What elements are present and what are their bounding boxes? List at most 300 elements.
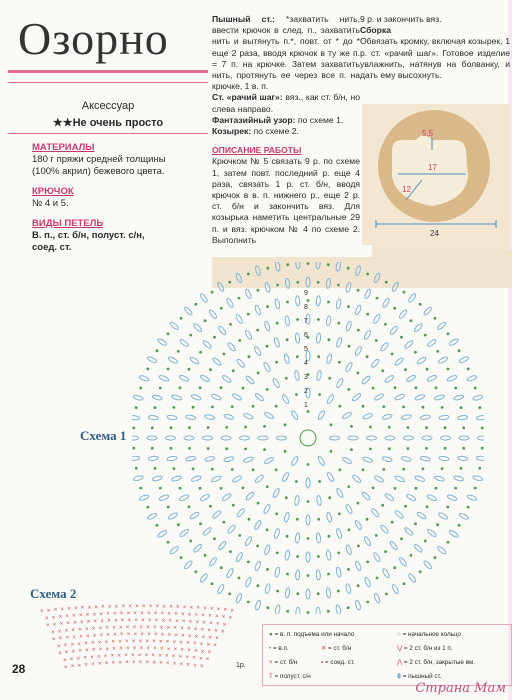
puff-stitch-symbol bbox=[159, 375, 170, 383]
sc-symbol: × bbox=[167, 611, 171, 618]
chain-dot-symbol bbox=[410, 554, 413, 557]
row-number: 7 bbox=[304, 318, 308, 325]
puff-stitch-symbol bbox=[294, 370, 300, 381]
chain-dot-symbol bbox=[180, 556, 183, 559]
puff-stitch-symbol bbox=[391, 282, 399, 293]
assembly-text: Обвязать кромку, включая козырек, 1 р. ст. «рачий шаг». Готовое изделие увлажнить, натянув на болванку, и дать ему высохнуть. bbox=[360, 36, 510, 81]
chain-dot-symbol bbox=[388, 426, 391, 429]
chain-dot-symbol bbox=[276, 552, 279, 555]
puff-stitch-symbol bbox=[169, 545, 179, 554]
chain-dot-symbol bbox=[426, 505, 429, 508]
sc-symbol: × bbox=[78, 627, 82, 634]
puff-stitch-symbol bbox=[281, 472, 289, 483]
puff-stitch-symbol bbox=[414, 394, 425, 401]
sc-symbol: × bbox=[71, 649, 76, 656]
sc-symbol: × bbox=[145, 639, 149, 645]
chain-dot-symbol bbox=[296, 281, 299, 284]
puff-stitch-symbol bbox=[326, 472, 334, 483]
puff-stitch-symbol bbox=[274, 567, 280, 578]
chain-dot-symbol bbox=[154, 467, 157, 470]
sc-symbol: × bbox=[98, 661, 102, 668]
chain-dot-symbol bbox=[266, 528, 269, 531]
sc-symbol: × bbox=[79, 613, 83, 620]
chain-dot-symbol bbox=[231, 468, 234, 471]
chain-dot-symbol bbox=[220, 566, 223, 569]
sc-symbol: × bbox=[128, 604, 132, 611]
chain-dot-symbol bbox=[156, 349, 159, 352]
puff-stitch-symbol bbox=[147, 512, 158, 520]
puff-stitch-symbol bbox=[449, 338, 460, 347]
chain-dot-symbol bbox=[366, 355, 369, 358]
puff-stitch-symbol bbox=[179, 528, 189, 537]
sc-symbol: × bbox=[207, 628, 211, 634]
puff-stitch-symbol bbox=[254, 474, 264, 483]
chain-dot-symbol bbox=[263, 448, 266, 451]
chain-dot-symbol bbox=[330, 450, 333, 453]
sc-symbol: × bbox=[119, 611, 124, 618]
chain-dot-symbol bbox=[194, 303, 197, 306]
puff-stitch-symbol bbox=[398, 309, 407, 319]
sc-symbol: × bbox=[178, 654, 183, 661]
sc-symbol: × bbox=[112, 646, 116, 653]
puff-stitch-symbol bbox=[166, 436, 176, 440]
puff-stitch-symbol bbox=[416, 356, 427, 365]
chain-dot-symbol bbox=[317, 555, 320, 558]
puff-stitch-symbol bbox=[254, 305, 261, 316]
puff-stitch-symbol bbox=[342, 411, 353, 419]
sc-symbol: × bbox=[80, 620, 84, 626]
puff-stitch-symbol bbox=[457, 415, 467, 420]
chain-dot-symbol bbox=[350, 425, 353, 428]
chain-dot-symbol bbox=[154, 406, 157, 409]
puff-stitch-symbol bbox=[152, 394, 163, 400]
puff-stitch-symbol bbox=[427, 494, 438, 502]
chain-dot-symbol bbox=[146, 506, 149, 509]
puff-stitch-symbol bbox=[336, 337, 343, 348]
legend-item: × = ст. б/н bbox=[269, 659, 298, 666]
chain-dot-symbol bbox=[220, 386, 223, 389]
sc-symbol: × bbox=[64, 628, 69, 635]
sc-symbol: × bbox=[137, 653, 142, 659]
sc-symbol: × bbox=[118, 639, 122, 646]
puff-stitch-symbol bbox=[459, 436, 469, 440]
chain-dot-symbol bbox=[173, 406, 176, 409]
row-number: 6 bbox=[304, 332, 308, 339]
sc-symbol: × bbox=[110, 653, 115, 660]
puff-stitch-symbol bbox=[382, 298, 390, 309]
stitches-section bbox=[32, 218, 202, 254]
sc-symbol: × bbox=[148, 604, 153, 611]
puff-stitch-symbol bbox=[133, 475, 144, 481]
chain-dot-symbol bbox=[275, 405, 278, 408]
chain-dot-symbol bbox=[252, 468, 255, 471]
puff-stitch-symbol bbox=[244, 536, 252, 547]
sc-symbol: × bbox=[179, 640, 183, 647]
puff-stitch-symbol bbox=[208, 557, 217, 567]
puff-stitch-symbol bbox=[434, 475, 445, 482]
puff-stitch-symbol bbox=[326, 550, 332, 561]
chain-dot-symbol bbox=[275, 468, 278, 471]
sc-symbol: × bbox=[104, 660, 109, 667]
sc-symbol: × bbox=[153, 625, 157, 632]
chain-dot-symbol bbox=[381, 504, 384, 507]
puff-stitch-symbol bbox=[389, 540, 398, 550]
sc-symbol: × bbox=[124, 653, 128, 660]
puff-stitch-symbol bbox=[404, 340, 414, 350]
sc-symbol: × bbox=[152, 639, 156, 646]
puff-stitch-symbol bbox=[189, 356, 200, 365]
sc-symbol: × bbox=[166, 660, 170, 667]
sc-symbol: × bbox=[140, 632, 144, 638]
chain-dot-symbol bbox=[366, 313, 369, 316]
chain-dot-symbol bbox=[422, 467, 425, 470]
puff-stitch-symbol bbox=[441, 436, 451, 440]
puff-stitch-symbol bbox=[385, 436, 395, 440]
sc-symbol: × bbox=[172, 639, 177, 646]
chain-dot-symbol bbox=[223, 521, 226, 524]
chain-dot-symbol bbox=[348, 528, 351, 531]
sc-symbol: × bbox=[187, 626, 191, 633]
chain-dot-symbol bbox=[327, 301, 330, 304]
puff-stitch-symbol bbox=[243, 413, 254, 420]
sc-symbol: × bbox=[60, 607, 64, 614]
row-number: 5 bbox=[304, 346, 308, 353]
chain-dot-symbol bbox=[284, 423, 287, 426]
puff-stitch-symbol bbox=[167, 415, 177, 420]
sc-symbol: × bbox=[158, 653, 162, 660]
sc-symbol: × bbox=[59, 621, 64, 628]
sc-symbol: × bbox=[77, 663, 82, 670]
dim-bottom-label: 24 bbox=[430, 229, 439, 238]
instructions-column bbox=[212, 14, 360, 246]
chain-dot-symbol bbox=[357, 329, 360, 332]
sc-symbol: × bbox=[45, 616, 49, 622]
sc-symbol: × bbox=[85, 612, 90, 619]
puff-stitch-symbol bbox=[171, 475, 182, 482]
puff-stitch-symbol bbox=[281, 394, 289, 405]
puff-stitch-symbol bbox=[345, 282, 351, 293]
sc-symbol: × bbox=[99, 633, 104, 639]
chain-dot-symbol bbox=[444, 426, 447, 429]
chain-dot-symbol bbox=[407, 426, 410, 429]
chain-dot-symbol bbox=[248, 355, 251, 358]
sc-symbol: × bbox=[69, 657, 74, 664]
puff-stitch-symbol bbox=[284, 550, 290, 561]
puff-stitch-symbol bbox=[186, 456, 197, 462]
chain-dot-symbol bbox=[337, 552, 340, 555]
title-rule bbox=[8, 70, 208, 73]
puff-stitch-symbol bbox=[218, 325, 227, 335]
sc-symbol: × bbox=[171, 654, 176, 660]
puff-stitch-symbol bbox=[453, 475, 464, 481]
chain-dot-symbol bbox=[257, 289, 260, 292]
puff-stitch-symbol bbox=[264, 456, 275, 464]
sc-symbol: × bbox=[66, 621, 70, 627]
pattern-text: Фантазийный узор: по схеме 1. bbox=[212, 114, 344, 125]
sc-symbol: × bbox=[216, 621, 220, 628]
puff-stitch-symbol bbox=[398, 557, 407, 567]
puff-stitch-symbol bbox=[212, 357, 222, 366]
sc-symbol: × bbox=[132, 660, 136, 666]
puff-stitch-symbol bbox=[422, 436, 432, 440]
row-number: 3 bbox=[304, 374, 308, 381]
sc-symbol: × bbox=[173, 647, 178, 654]
chain-dot-symbol bbox=[180, 317, 183, 320]
chain-dot-symbol bbox=[394, 487, 397, 490]
page-number: 28 bbox=[12, 662, 26, 676]
puff-stitch-symbol bbox=[351, 474, 361, 483]
puff-stitch-symbol bbox=[191, 475, 202, 482]
chain-dot-symbol bbox=[347, 388, 350, 391]
chain-dot-symbol bbox=[458, 349, 461, 352]
puff-stitch-symbol bbox=[208, 309, 217, 319]
chain-dot-symbol bbox=[318, 480, 321, 483]
chain-dot-symbol bbox=[296, 555, 299, 558]
sc-symbol: × bbox=[175, 618, 179, 625]
sc-symbol: × bbox=[97, 640, 102, 647]
puff-stitch-symbol bbox=[335, 262, 341, 271]
puff-stitch-symbol bbox=[169, 321, 179, 330]
sc-symbol: × bbox=[146, 646, 150, 653]
puff-stitch-symbol bbox=[284, 353, 290, 364]
chain-dot-symbol bbox=[447, 332, 450, 335]
watermark: Страна Мам bbox=[415, 681, 506, 696]
puff-stitch-symbol bbox=[275, 262, 281, 271]
sc-symbol: × bbox=[153, 646, 157, 653]
chain-dot-symbol bbox=[257, 584, 260, 587]
sc-symbol: × bbox=[213, 643, 217, 650]
sc-symbol: × bbox=[141, 618, 145, 624]
chain-dot-symbol bbox=[286, 338, 289, 341]
puff-stitch-symbol bbox=[382, 568, 390, 579]
sc-symbol: × bbox=[195, 620, 200, 626]
puff-stitch-symbol bbox=[217, 584, 225, 595]
puff-stitch-symbol bbox=[245, 577, 253, 588]
sc-symbol: × bbox=[201, 634, 206, 641]
sc-symbol: × bbox=[90, 655, 94, 661]
chain-dot-symbol bbox=[192, 467, 195, 470]
sc-symbol: × bbox=[121, 604, 126, 611]
chain-dot-symbol bbox=[425, 426, 428, 429]
puff-stitch-symbol bbox=[326, 512, 332, 523]
chain-dot-symbol bbox=[404, 505, 407, 508]
puff-stitch-symbol bbox=[193, 543, 203, 553]
chain-dot-symbol bbox=[447, 506, 450, 509]
puff-stitch-symbol bbox=[227, 342, 236, 352]
puff-stitch-symbol bbox=[139, 494, 150, 501]
sc-symbol: × bbox=[172, 661, 177, 668]
puff-stitch-symbol bbox=[273, 337, 280, 348]
sc-symbol: × bbox=[228, 615, 233, 622]
puff-stitch-symbol bbox=[363, 536, 371, 547]
puff-stitch-symbol bbox=[236, 358, 246, 368]
difficulty-rating: ★★Не очень просто bbox=[52, 117, 164, 129]
sc-symbol: × bbox=[126, 646, 130, 653]
sc-symbol: × bbox=[100, 618, 104, 625]
puff-stitch-symbol bbox=[391, 584, 399, 595]
puff-stitch-symbol bbox=[408, 293, 417, 303]
chain-dot-symbol bbox=[317, 592, 320, 595]
puff-stitch-symbol bbox=[370, 358, 380, 368]
row-number: 1 bbox=[304, 402, 308, 409]
sc-symbol: × bbox=[180, 626, 184, 633]
puff-stitch-symbol bbox=[361, 375, 371, 385]
chain-dot-symbol bbox=[188, 505, 191, 508]
puff-stitch-symbol bbox=[245, 491, 255, 501]
puff-stitch-symbol bbox=[235, 552, 243, 563]
chain-dot-symbol bbox=[391, 353, 394, 356]
puff-stitch-symbol bbox=[148, 415, 158, 420]
puff-stitch-symbol bbox=[362, 413, 373, 420]
legend-item: ⬮ = пышный ст. bbox=[397, 673, 442, 680]
sc-symbol: × bbox=[105, 646, 110, 653]
puff-stitch-symbol bbox=[316, 570, 321, 580]
puff-stitch-symbol bbox=[264, 411, 275, 419]
chain-dot-symbol bbox=[228, 593, 231, 596]
schema1-label: Схема 1 bbox=[80, 428, 127, 443]
sc-symbol: × bbox=[180, 647, 184, 654]
sc-symbol: × bbox=[202, 620, 206, 627]
sc-symbol: × bbox=[200, 664, 204, 671]
chain-dot-symbol bbox=[422, 406, 425, 409]
sc-symbol: × bbox=[51, 630, 55, 636]
puff-stitch-symbol bbox=[345, 544, 352, 555]
chain-dot-symbol bbox=[307, 537, 310, 540]
sc-symbol: × bbox=[181, 611, 185, 618]
puff-stitch-symbol bbox=[364, 289, 372, 300]
chain-dot-symbol bbox=[199, 487, 202, 490]
sc-symbol: × bbox=[194, 648, 198, 655]
puff-stitch-symbol bbox=[235, 272, 243, 283]
schema2-label: Схема 2 bbox=[30, 586, 77, 601]
chain-dot-symbol bbox=[188, 426, 191, 429]
sc-symbol: × bbox=[78, 648, 82, 655]
puff-stitch-symbol bbox=[447, 375, 458, 383]
chain-dot-symbol bbox=[400, 336, 403, 339]
sc-symbol: × bbox=[221, 614, 226, 621]
chain-dot-symbol bbox=[199, 522, 202, 525]
stitches-line: соед. ст. bbox=[32, 242, 72, 253]
puff-stitch-symbol bbox=[199, 573, 208, 583]
chain-dot-symbol bbox=[135, 467, 138, 470]
chain-dot-symbol bbox=[447, 368, 450, 371]
chain-dot-symbol bbox=[462, 426, 465, 429]
puff-stitch-symbol bbox=[189, 511, 200, 520]
chain-dot-symbol bbox=[474, 387, 477, 390]
puff-stitch-symbol bbox=[264, 321, 271, 332]
chain-dot-symbol bbox=[276, 284, 279, 287]
puff-stitch-symbol bbox=[191, 394, 202, 401]
hook-section bbox=[32, 186, 202, 210]
chain-dot-symbol bbox=[419, 303, 422, 306]
chain-dot-symbol bbox=[151, 426, 154, 429]
sc-symbol: × bbox=[193, 626, 198, 633]
chain-dot-symbol bbox=[385, 281, 388, 284]
chain-dot-symbol bbox=[285, 496, 288, 499]
sc-symbol: × bbox=[113, 632, 117, 639]
puff-stitch-symbol bbox=[336, 488, 344, 499]
chain-dot-symbol bbox=[204, 554, 207, 557]
sc-symbol: × bbox=[94, 605, 98, 611]
puff-stitch-symbol bbox=[227, 524, 236, 534]
puff-stitch-symbol bbox=[264, 282, 270, 293]
chain-dot-symbol bbox=[284, 450, 287, 453]
sc-symbol: × bbox=[120, 618, 125, 625]
puff-stitch-symbol bbox=[345, 504, 353, 515]
puff-stitch-symbol bbox=[221, 374, 231, 383]
sc-symbol: × bbox=[108, 604, 112, 611]
chain-dot-symbol bbox=[266, 485, 269, 488]
chain-dot-symbol bbox=[199, 386, 202, 389]
row-number-column bbox=[304, 290, 316, 416]
sc-symbol: × bbox=[200, 627, 205, 634]
sc-symbol: × bbox=[99, 611, 103, 618]
chain-dot-symbol bbox=[381, 369, 384, 372]
chain-dot-symbol bbox=[307, 611, 310, 614]
puff-stitch-symbol bbox=[382, 414, 393, 420]
puff-stitch-symbol bbox=[363, 330, 371, 341]
puff-stitch-symbol bbox=[355, 561, 362, 572]
puff-stitch-symbol bbox=[427, 528, 437, 537]
sc-symbol: × bbox=[70, 642, 75, 649]
puff-stitch-symbol bbox=[382, 456, 393, 462]
sc-symbol: × bbox=[159, 625, 164, 632]
chain-dot-symbol bbox=[307, 500, 310, 503]
puff-stitch-symbol bbox=[295, 533, 300, 543]
chain-dot-symbol bbox=[266, 606, 269, 609]
puff-stitch-symbol bbox=[221, 493, 231, 502]
puff-stitch-symbol bbox=[316, 262, 321, 269]
chain-dot-symbol bbox=[225, 426, 228, 429]
puff-stitch-symbol bbox=[457, 456, 467, 461]
chain-dot-symbol bbox=[207, 447, 210, 450]
chain-dot-symbol bbox=[435, 487, 438, 490]
sc-symbol: × bbox=[147, 611, 151, 617]
puff-stitch-symbol bbox=[336, 528, 343, 539]
puff-stitch-symbol bbox=[394, 393, 405, 401]
chain-dot-symbol bbox=[375, 534, 378, 537]
ring-icon: ○ bbox=[397, 631, 401, 638]
puff-stitch-symbol bbox=[316, 333, 321, 343]
puff-stitch-symbol bbox=[306, 515, 310, 525]
legend-item: ○ = начальное кольцо bbox=[397, 631, 461, 638]
sc-symbol: × bbox=[40, 609, 44, 615]
chain-dot-symbol bbox=[441, 406, 444, 409]
chain-dot-symbol bbox=[209, 368, 212, 371]
puff-stitch-symbol bbox=[427, 374, 438, 382]
sc-cross-icon: ✕ bbox=[321, 645, 327, 652]
chain-dot-symbol bbox=[454, 487, 457, 490]
sc-symbol: × bbox=[169, 604, 173, 611]
chain-dot-symbol bbox=[167, 368, 170, 371]
sc-symbol: × bbox=[206, 642, 211, 649]
sc-symbol: × bbox=[92, 633, 97, 640]
chain-dot-symbol bbox=[295, 393, 298, 396]
sc-symbol: × bbox=[199, 656, 203, 663]
sc-symbol: × bbox=[46, 608, 51, 615]
puff-stitch-symbol bbox=[416, 511, 427, 520]
chain-dot-symbol bbox=[238, 297, 241, 300]
sc-symbol: × bbox=[167, 632, 172, 639]
puff-stitch-symbol bbox=[342, 456, 353, 464]
row-number: 2 bbox=[304, 388, 308, 395]
puff-stitch-symbol bbox=[437, 321, 447, 330]
chain-dot-symbol bbox=[337, 590, 340, 593]
puff-stitch-symbol bbox=[152, 475, 163, 481]
puff-stitch-symbol bbox=[373, 552, 381, 563]
sc-symbol: × bbox=[208, 635, 212, 642]
sc-symbol: × bbox=[85, 648, 89, 655]
